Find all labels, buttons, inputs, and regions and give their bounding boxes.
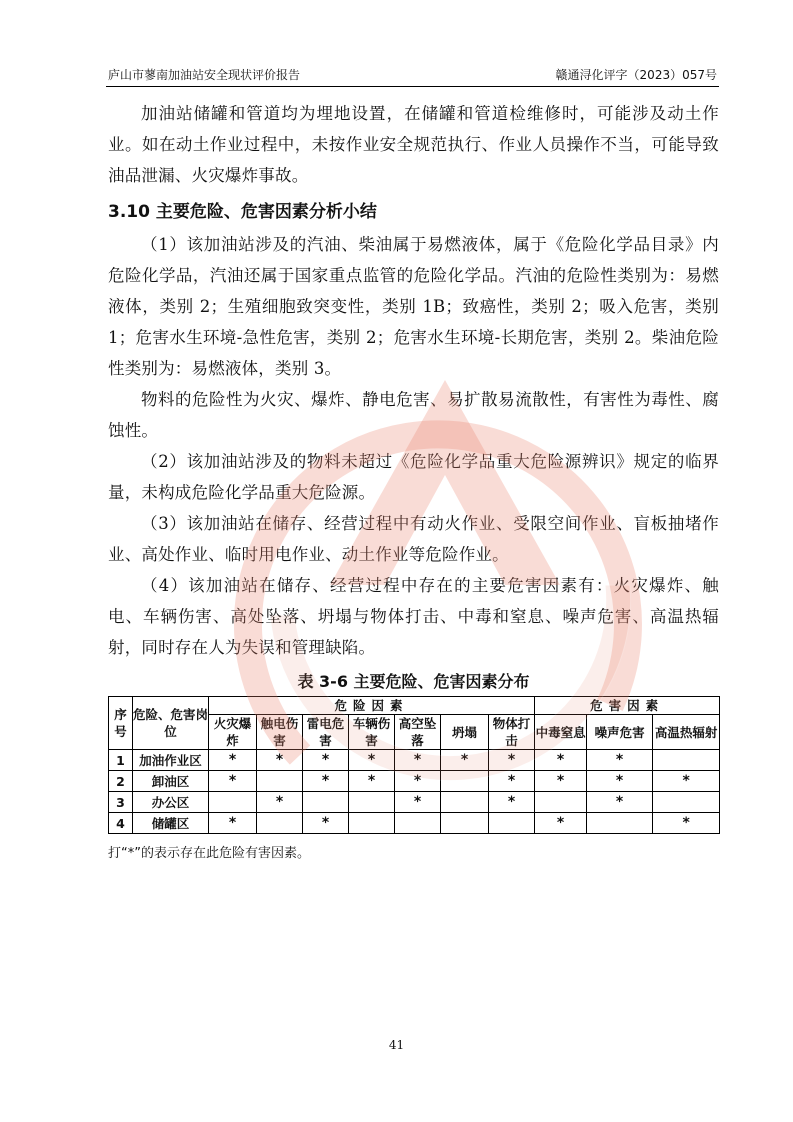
row-mark: * bbox=[489, 750, 535, 771]
table-row bbox=[109, 792, 720, 813]
row-mark: * bbox=[653, 771, 720, 792]
row-mark: * bbox=[349, 750, 395, 771]
table-row bbox=[109, 813, 720, 834]
table-row bbox=[109, 750, 720, 771]
row-mark: * bbox=[257, 750, 303, 771]
paragraph-main-hazards: （4）该加油站在储存、经营过程中存在的主要危害因素有：火灾爆炸、触电、车辆伤害、高处坠落、坍塌与物体打击、中毒和窒息、噪声危害、高温热辐射，同时存在人为失误和管理缺陷。 bbox=[108, 576, 719, 657]
row-mark: * bbox=[303, 750, 349, 771]
row-mark: * bbox=[587, 771, 653, 792]
hazard-distribution-table bbox=[108, 696, 720, 834]
row-seq: 2 bbox=[109, 771, 133, 792]
row-mark: * bbox=[209, 771, 257, 792]
row-mark bbox=[349, 792, 395, 813]
header-heat-radiation: 高温热辐射 bbox=[653, 715, 720, 750]
row-post: 加油作业区 bbox=[133, 750, 209, 771]
row-mark: * bbox=[489, 792, 535, 813]
header-danger-group: 危险因素 bbox=[209, 697, 535, 715]
table-note: 打“*”的表示存在此危险有害因素。 bbox=[108, 846, 310, 861]
row-mark: * bbox=[441, 750, 489, 771]
row-mark: * bbox=[303, 813, 349, 834]
page-number: 41 bbox=[388, 1038, 405, 1052]
row-mark bbox=[441, 771, 489, 792]
row-mark: * bbox=[489, 771, 535, 792]
row-mark: * bbox=[587, 750, 653, 771]
header-collapse: 坍塌 bbox=[441, 715, 489, 750]
table-row bbox=[109, 771, 720, 792]
row-mark bbox=[535, 792, 587, 813]
header-harm-group: 危害因素 bbox=[535, 697, 720, 715]
row-mark bbox=[209, 792, 257, 813]
row-mark: * bbox=[395, 792, 441, 813]
row-mark: * bbox=[535, 771, 587, 792]
row-mark bbox=[303, 792, 349, 813]
row-mark bbox=[257, 771, 303, 792]
row-seq: 1 bbox=[109, 750, 133, 771]
row-mark: * bbox=[535, 813, 587, 834]
row-post: 办公区 bbox=[133, 792, 209, 813]
row-mark: * bbox=[209, 750, 257, 771]
header-vehicle-injury: 车辆伤害 bbox=[349, 715, 395, 750]
row-seq: 3 bbox=[109, 792, 133, 813]
page-content bbox=[108, 98, 719, 861]
table-caption: 表 3-6 主要危险、危害因素分布 bbox=[297, 672, 530, 691]
row-mark: * bbox=[587, 792, 653, 813]
row-mark bbox=[441, 813, 489, 834]
row-mark bbox=[257, 813, 303, 834]
paragraph-chemicals: （1）该加油站涉及的汽油、柴油属于易燃液体，属于《危险化学品目录》内危险化学品，汽油还属于国家重点监管的危险化学品。汽油的危险性类别为：易燃液体，类别 2；生殖细胞致突变性，类别 1B；致癌性，类别 2；吸入危害，类别 1；危害水生环境-急性危害，类别 2；危害水生环境-长期危害，类别 2。柴油危险性类别为：易燃液体，类别 3。 bbox=[108, 235, 719, 378]
row-mark bbox=[587, 813, 653, 834]
row-mark bbox=[441, 792, 489, 813]
header-lightning: 雷电危害 bbox=[303, 715, 349, 750]
row-mark: * bbox=[395, 771, 441, 792]
table-header-row-groups bbox=[109, 697, 720, 715]
header-post: 危险、危害岗位 bbox=[133, 697, 209, 750]
row-mark: * bbox=[209, 813, 257, 834]
row-mark: * bbox=[303, 771, 349, 792]
row-mark bbox=[395, 813, 441, 834]
row-mark bbox=[489, 813, 535, 834]
paragraph-material-hazards: 物料的危险性为火灾、爆炸、静电危害、易扩散易流散性，有害性为毒性、腐蚀性。 bbox=[108, 390, 719, 440]
header-seq: 序号 bbox=[109, 697, 133, 750]
row-post: 卸油区 bbox=[133, 771, 209, 792]
header-fire-explosion: 火灾爆炸 bbox=[209, 715, 257, 750]
row-mark: * bbox=[653, 813, 720, 834]
paragraph-major-hazard-source: （2）该加油站涉及的物料未超过《危险化学品重大危险源辨识》规定的临界量，未构成危险化学品重大危险源。 bbox=[108, 452, 719, 502]
row-mark: * bbox=[257, 792, 303, 813]
row-post: 储罐区 bbox=[133, 813, 209, 834]
row-mark: * bbox=[395, 750, 441, 771]
row-seq: 4 bbox=[109, 813, 133, 834]
paragraph-dangerous-operations: （3）该加油站在储存、经营过程中有动火作业、受限空间作业、盲板抽堵作业、高处作业、临时用电作业、动土作业等危险作业。 bbox=[108, 514, 719, 564]
section-title: 3.10 主要危险、危害因素分析小结 bbox=[108, 202, 377, 222]
header-fall-from-height: 高空坠落 bbox=[395, 715, 441, 750]
paragraph-excavation: 加油站储罐和管道均为埋地设置，在储罐和管道检维修时，可能涉及动土作业。如在动土作业过程中，未按作业安全规范执行、作业人员操作不当，可能导致油品泄漏、火灾爆炸事故。 bbox=[108, 104, 719, 185]
row-mark bbox=[349, 813, 395, 834]
row-mark: * bbox=[535, 750, 587, 771]
row-mark: * bbox=[349, 771, 395, 792]
row-mark bbox=[653, 750, 720, 771]
row-mark bbox=[653, 792, 720, 813]
header-noise: 噪声危害 bbox=[587, 715, 653, 750]
header-divider bbox=[106, 86, 719, 87]
header-poisoning: 中毒窒息 bbox=[535, 715, 587, 750]
header-report-number: 赣通浔化评字（2023）057号 bbox=[555, 68, 717, 82]
header-report-title: 庐山市蓼南加油站安全现状评价报告 bbox=[108, 68, 301, 82]
header-electric-shock: 触电伤害 bbox=[257, 715, 303, 750]
header-object-strike: 物体打击 bbox=[489, 715, 535, 750]
